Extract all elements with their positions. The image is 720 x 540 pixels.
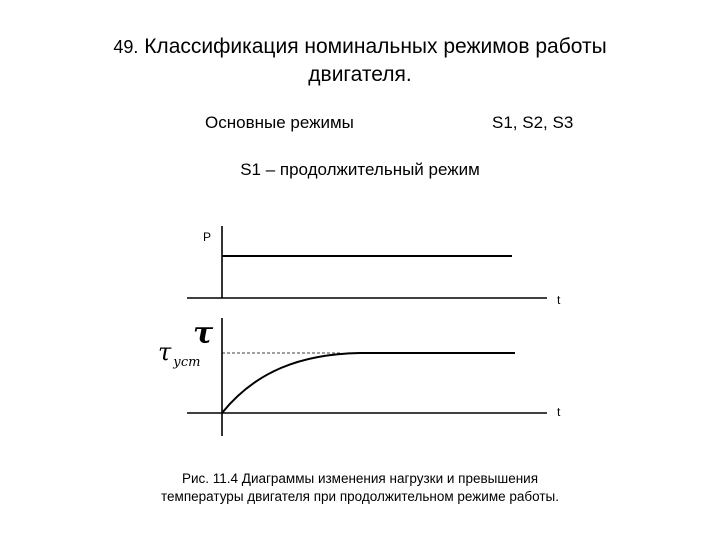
slide-number: 49.	[113, 37, 139, 57]
main-modes-label: Основные режимы	[205, 113, 354, 132]
upper-time-label: t	[557, 293, 561, 307]
main-modes-value: S1, S2, S3	[492, 113, 574, 132]
caption-line-1: Рис. 11.4 Диаграммы изменения нагрузки и превышения	[181, 471, 539, 486]
steady-label-main: τ	[158, 338, 172, 366]
figure-caption	[0, 470, 720, 506]
lower-axis-label-tau: τ	[193, 316, 214, 351]
steady-label-sub: уст	[173, 355, 201, 370]
title-text-2: двигателя.	[308, 63, 412, 86]
upper-axis-label-p: P	[203, 230, 212, 244]
caption-line-2: температуры двигателя при продолжительном режиме работы.	[161, 489, 559, 504]
title-text-1: Классификация номинальных режимов работы	[144, 35, 607, 58]
s1-definition: S1 – продолжительный режим	[240, 160, 480, 179]
temperature-rise-curve	[222, 353, 515, 413]
lower-time-label: t	[557, 405, 561, 419]
